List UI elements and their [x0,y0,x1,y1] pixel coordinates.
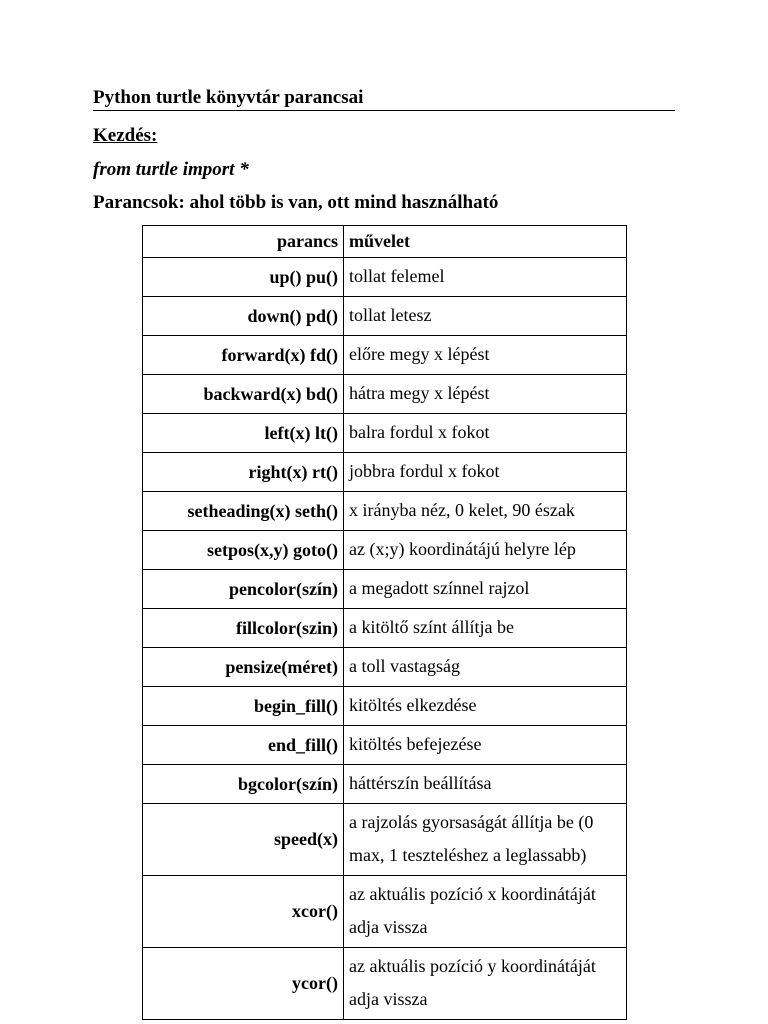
operation-cell: tollat felemel [344,258,627,297]
operation-cell: az aktuális pozíció x koordinátáját adja vissza [344,876,627,948]
operation-cell: az (x;y) koordinátájú helyre lép [344,531,627,570]
command-cell: setheading(x) seth() [143,492,344,531]
table-row [143,804,627,876]
table-row [143,297,627,336]
command-cell: setpos(x,y) goto() [143,531,344,570]
table-row [143,570,627,609]
table-row [143,453,627,492]
command-cell: fillcolor(szin) [143,609,344,648]
operation-cell: a megadott színnel rajzol [344,570,627,609]
operation-cell: hátra megy x lépést [344,375,627,414]
header-command: parancs [143,226,344,258]
table-row [143,609,627,648]
command-cell: forward(x) fd() [143,336,344,375]
operation-cell: kitöltés elkezdése [344,687,627,726]
table-row [143,765,627,804]
operation-cell: balra fordul x fokot [344,414,627,453]
operation-cell: kitöltés befejezése [344,726,627,765]
import-statement: from turtle import * [93,159,249,180]
operation-cell: tollat letesz [344,297,627,336]
command-cell: right(x) rt() [143,453,344,492]
operation-cell: az aktuális pozíció y koordinátáját adja vissza [344,948,627,1020]
table-row [143,492,627,531]
operation-cell: a kitöltő színt állítja be [344,609,627,648]
command-cell: ycor() [143,948,344,1020]
command-cell: speed(x) [143,804,344,876]
command-cell: backward(x) bd() [143,375,344,414]
table-row [143,648,627,687]
commands-heading: Parancsok: ahol több is van, ott mind használható [93,192,499,213]
operation-cell: a rajzolás gyorsaságát állítja be (0 max, 1 teszteléshez a leglassabb) [344,804,627,876]
command-cell: up() pu() [143,258,344,297]
commands-table [142,225,627,1020]
table-row [143,414,627,453]
command-cell: left(x) lt() [143,414,344,453]
start-heading: Kezdés: [93,125,158,146]
command-cell: bgcolor(szín) [143,765,344,804]
operation-cell: előre megy x lépést [344,336,627,375]
header-operation: művelet [344,226,627,258]
table-row [143,375,627,414]
table-row [143,336,627,375]
table-row [143,876,627,948]
command-cell: xcor() [143,876,344,948]
table-row [143,258,627,297]
table-row [143,687,627,726]
table-row [143,726,627,765]
table-row [143,948,627,1020]
command-cell: down() pd() [143,297,344,336]
operation-cell: a toll vastagság [344,648,627,687]
document-title: Python turtle könyvtár parancsai [93,86,675,111]
operation-cell: háttérszín beállítása [344,765,627,804]
command-cell: pencolor(szín) [143,570,344,609]
operation-cell: jobbra fordul x fokot [344,453,627,492]
command-cell: begin_fill() [143,687,344,726]
command-cell: end_fill() [143,726,344,765]
table-row [143,531,627,570]
table-header-row [143,226,627,258]
operation-cell: x irányba néz, 0 kelet, 90 észak [344,492,627,531]
command-cell: pensize(méret) [143,648,344,687]
